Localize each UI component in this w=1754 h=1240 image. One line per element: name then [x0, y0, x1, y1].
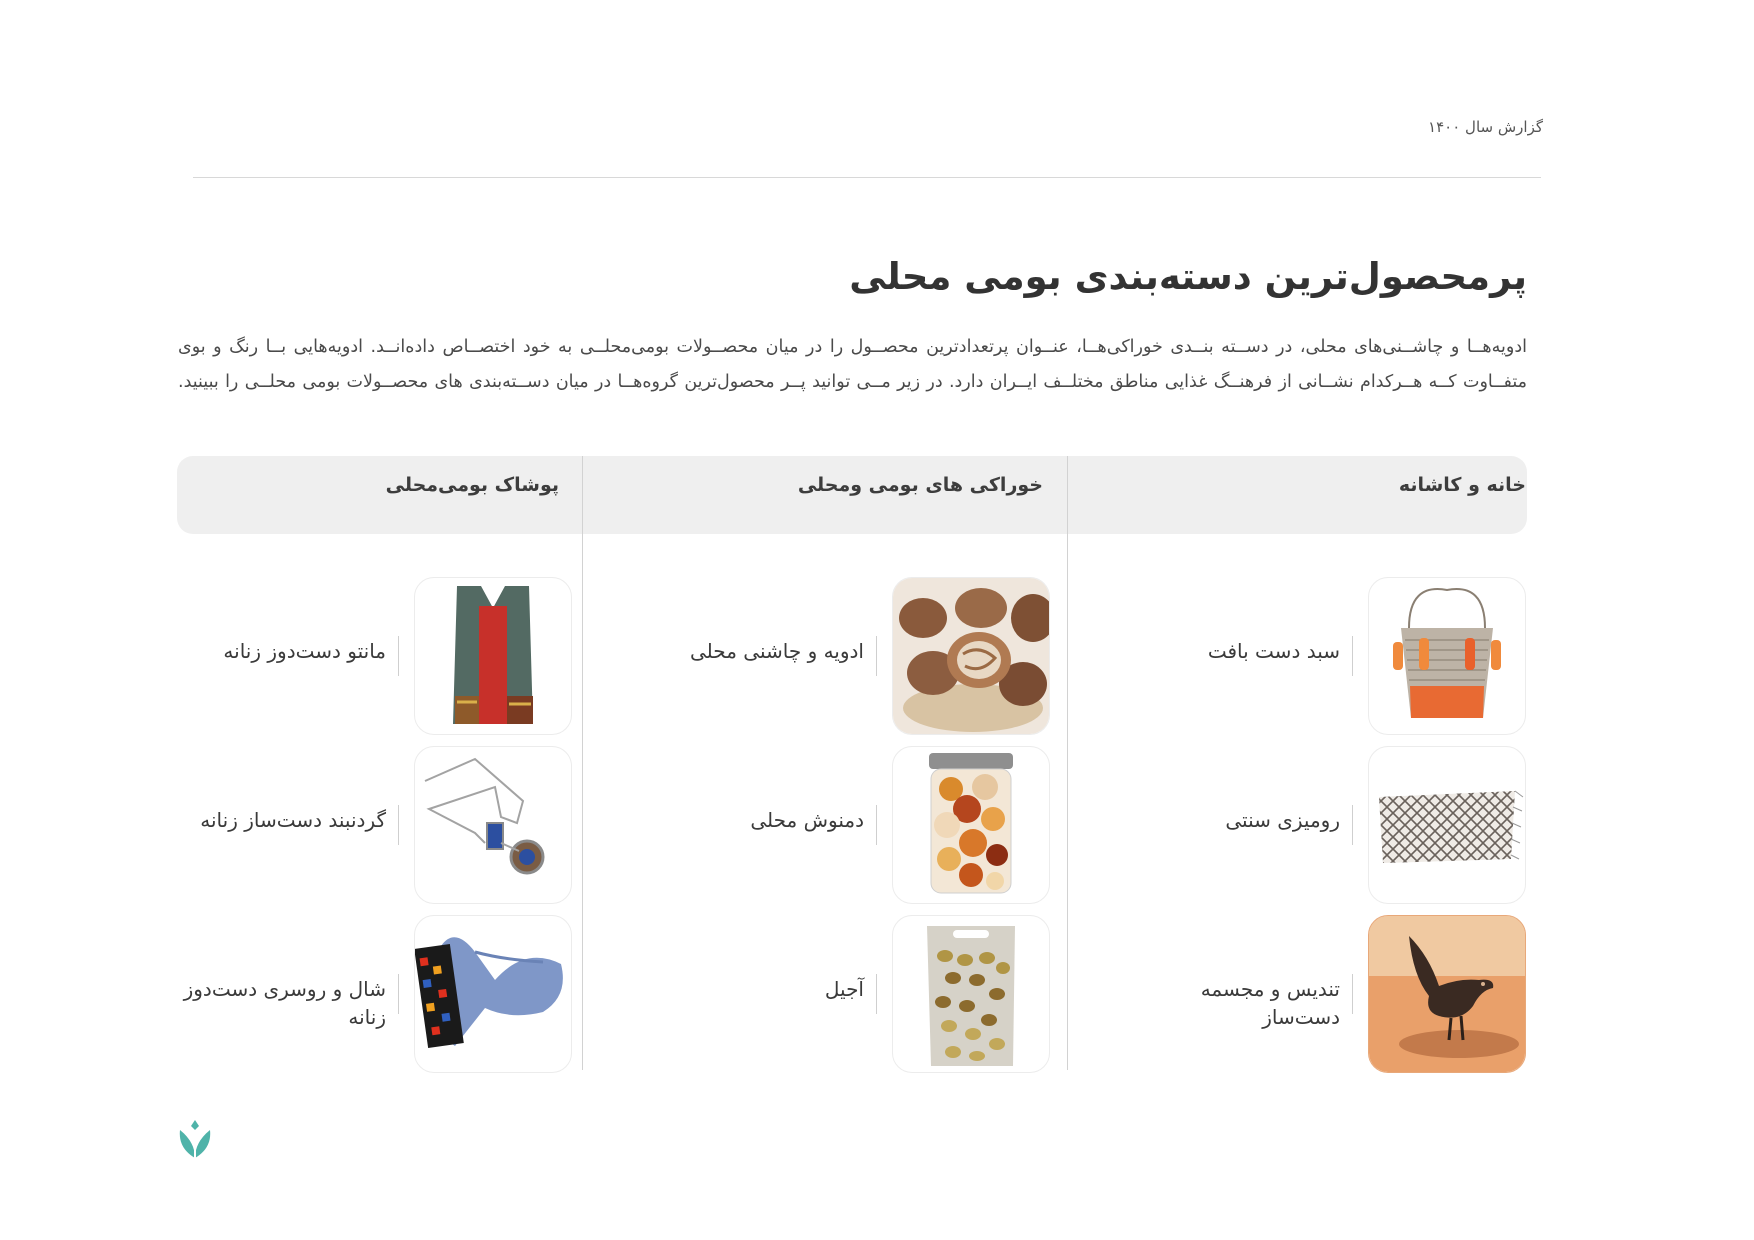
nuts-bag-image	[892, 915, 1050, 1073]
report-year-label: گزارش سال ۱۴۰۰	[1428, 118, 1543, 136]
necklace-image	[414, 746, 572, 904]
item-label-nuts: آجیل	[824, 977, 864, 1001]
intro-line: ادویه‌هــا و چاشــنی‌های محلی، در دســته بنــدی خوراکی‌هــا، عنــوان پرتعدادترین محصــول را در میان محصــولات بومی‌محلــی به خود اختصــاص داده‌انــد. ادویه‌هایی بــا رنگ و بوی	[178, 337, 1527, 357]
item-label-basket: سبد دست بافت	[1207, 639, 1340, 663]
item-separator	[876, 974, 877, 1014]
intro-paragraph	[178, 330, 1527, 400]
item-separator	[1352, 636, 1353, 676]
item-label-statue: تندیس و مجسمه دست‌ساز	[1200, 977, 1340, 1029]
woven-basket-image	[1368, 577, 1526, 735]
item-label-necklace: گردنبند دست‌ساز زنانه	[200, 808, 386, 832]
bird-statue-image	[1368, 915, 1526, 1073]
column-divider	[1067, 456, 1068, 1070]
header-divider	[193, 177, 1541, 178]
scarf-image	[414, 915, 572, 1073]
intro-line: متفــاوت کــه هــرکدام نشــانی از فرهنــگ غذایی مناطق مختلــف ایــران دارد. در زیر مــی توانید پــر محصول‌ترین گروه‌هــا در میان دســته‌بندی های محصــولات بومی محلــی را ببینید.	[178, 372, 1527, 392]
item-label-scarf: شال و روسری دست‌دوز زنانه	[183, 977, 386, 1029]
item-separator	[876, 805, 877, 845]
item-label-manteau: مانتو دست‌دوز زنانه	[223, 639, 386, 663]
item-separator	[1352, 805, 1353, 845]
leaf-logo-icon	[176, 1118, 214, 1160]
item-separator	[398, 974, 399, 1014]
column-title-food: خوراکی های بومی ومحلی	[797, 474, 1043, 496]
nutmeg-spice-image	[892, 577, 1050, 735]
item-separator	[398, 805, 399, 845]
item-label-spice: ادویه و چاشنی محلی	[690, 639, 864, 663]
item-label-tea: دمنوش محلی	[750, 808, 864, 832]
column-divider	[582, 456, 583, 1070]
page-title: پرمحصول‌ترین دسته‌بندی بومی محلی	[849, 255, 1527, 298]
item-separator	[398, 636, 399, 676]
item-separator	[876, 636, 877, 676]
item-separator	[1352, 974, 1353, 1014]
item-label-tablecloth: رومیزی سنتی	[1225, 808, 1340, 832]
herbal-tea-jar-image	[892, 746, 1050, 904]
tablecloth-image	[1368, 746, 1526, 904]
column-title-home: خانه و کاشانه	[1398, 474, 1526, 496]
embroidered-vest-image	[414, 577, 572, 735]
column-title-clothing: پوشاک بومی‌محلی	[385, 474, 559, 496]
